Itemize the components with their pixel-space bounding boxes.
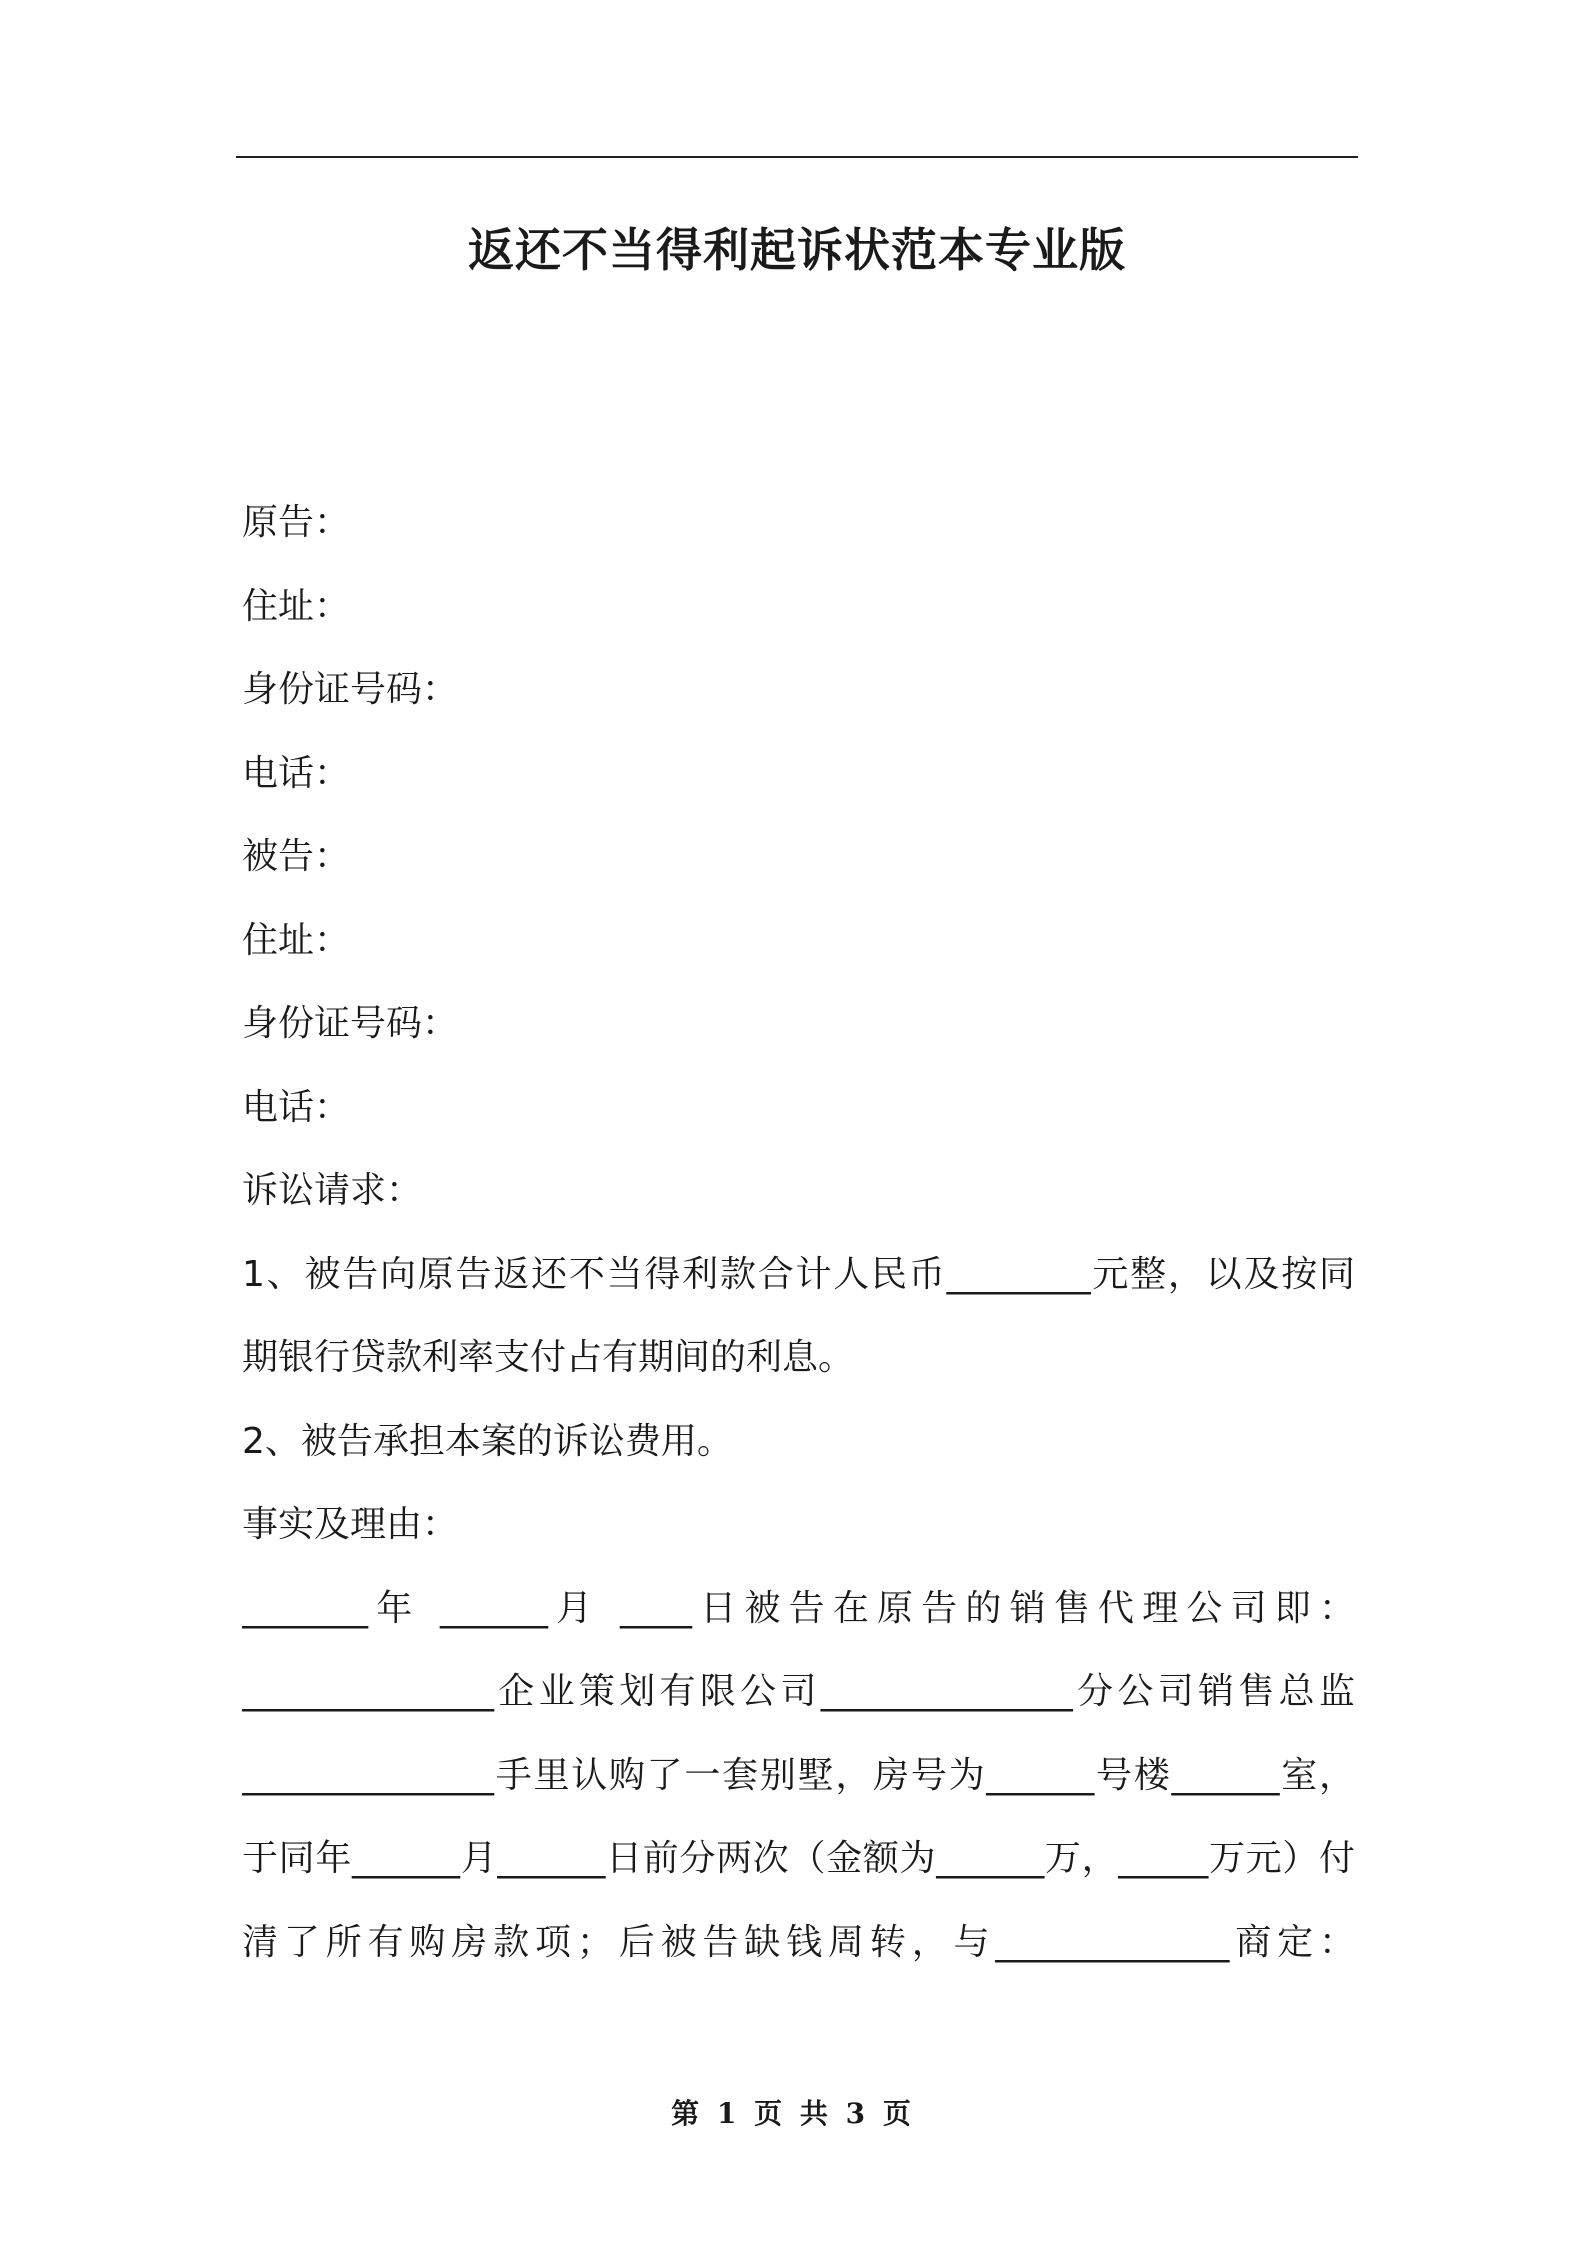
- body-line: 期银行贷款利率支付占有期间的利息。: [242, 1337, 855, 1378]
- body-line: _______年 ______月 ____日被告在原告的销售代理公司即：: [242, 1587, 1355, 1629]
- body-line: 清了所有购房款项；后被告缺钱周转，与_____________商定：: [242, 1921, 1355, 1963]
- body-line: ______________企业策划有限公司______________分公司销售总监: [242, 1671, 1355, 1712]
- body-line: 2、被告承担本案的诉讼费用。: [242, 1420, 733, 1462]
- body-line: 于同年______月______日前分两次（金额为______万，_____万元）付: [242, 1838, 1355, 1879]
- body-line: 住址：: [242, 585, 351, 627]
- body-line: 原告：: [242, 502, 351, 543]
- body-line: 事实及理由：: [242, 1504, 459, 1545]
- body-line: 电话：: [242, 1086, 351, 1128]
- header-rule: [236, 156, 1358, 158]
- document-title: 返还不当得利起诉状范本专业版: [468, 223, 1126, 277]
- body-line: 身份证号码：: [242, 669, 459, 710]
- body-line: 诉讼请求：: [242, 1170, 423, 1211]
- body-line: 1、被告向原告返还不当得利款合计人民币________元整，以及按同: [242, 1253, 1355, 1295]
- body-line: 被告：: [242, 836, 351, 877]
- page-number-footer: 第 1 页 共 3 页: [671, 2097, 915, 2130]
- body-line: 住址：: [242, 919, 351, 961]
- body-line: ______________手里认购了一套别墅，房号为______号楼______室，: [242, 1754, 1355, 1796]
- document-body: [242, 481, 1355, 1984]
- body-line: 身份证号码：: [242, 1003, 459, 1044]
- body-line: 电话：: [242, 752, 351, 794]
